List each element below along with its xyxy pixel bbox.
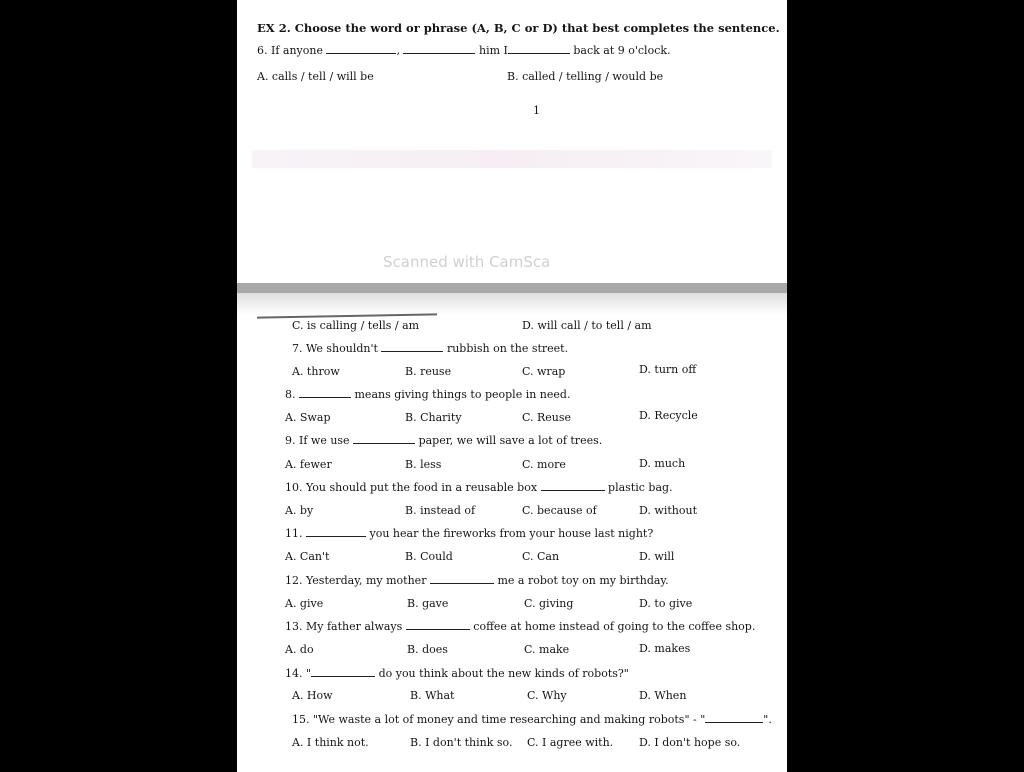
page-number: 1 [533, 104, 540, 117]
scanner-watermark: Scanned with CamSca [383, 253, 551, 271]
answer-blank [299, 388, 351, 398]
option-9b: B. less [405, 458, 442, 471]
option-10a: A. by [285, 504, 314, 517]
option-15c: C. I agree with. [527, 736, 614, 749]
option-6b: B. called / telling / would be [507, 70, 664, 83]
option-9c: C. more [522, 458, 566, 471]
option-10c: C. because of [522, 504, 597, 517]
question-10-stem: 10. You should put the food in a reusable box plastic bag. [285, 481, 673, 494]
scan-edge-shadow [237, 293, 787, 315]
answer-blank [406, 620, 470, 630]
option-8a: A. Swap [285, 411, 331, 424]
question-12-stem: 12. Yesterday, my mother me a robot toy on my birthday. [285, 574, 669, 587]
question-6-stem: 6. If anyone , him I back at 9 o'clock. [257, 44, 671, 57]
option-12d: D. to give [639, 597, 693, 610]
option-15a: A. I think not. [292, 736, 369, 749]
question-13-stem: 13. My father always coffee at home instead of going to the coffee shop. [285, 620, 756, 633]
option-14d: D. When [639, 689, 687, 702]
option-12a: A. give [285, 597, 324, 610]
answer-blank [306, 527, 366, 537]
option-10d: D. without [639, 504, 697, 517]
question-9-stem: 9. If we use paper, we will save a lot of trees. [285, 434, 603, 447]
option-12b: B. gave [407, 597, 449, 610]
option-12c: C. giving [524, 597, 574, 610]
scanned-page-bottom [237, 293, 787, 772]
option-8d: D. Recycle [639, 409, 698, 422]
option-9a: A. fewer [285, 458, 332, 471]
question-11-stem: 11. you hear the fireworks from your house last night? [285, 527, 654, 540]
answer-blank [326, 44, 396, 54]
option-8c: C. Reuse [522, 411, 572, 424]
option-6c: C. is calling / tells / am [292, 319, 420, 332]
answer-blank [403, 44, 475, 54]
answer-blank [311, 667, 375, 677]
option-11a: A. Can't [285, 550, 330, 563]
page-divider [237, 283, 787, 293]
question-14-stem: 14. " do you think about the new kinds of robots?" [285, 667, 629, 680]
option-13d: D. makes [639, 642, 691, 655]
question-8-stem: 8. means giving things to people in need. [285, 388, 571, 401]
option-11b: B. Could [405, 550, 453, 563]
option-6d: D. will call / to tell / am [522, 319, 652, 332]
option-7a: A. throw [292, 365, 340, 378]
option-7d: D. turn off [639, 363, 697, 376]
answer-blank [353, 434, 415, 444]
option-14b: B. What [410, 689, 455, 702]
option-7b: B. reuse [405, 365, 452, 378]
option-11d: D. will [639, 550, 675, 563]
option-6a: A. calls / tell / will be [257, 70, 374, 83]
option-8b: B. Charity [405, 411, 462, 424]
answer-blank [705, 713, 763, 723]
answer-blank [381, 342, 443, 352]
question-15-stem: 15. "We waste a lot of money and time researching and making robots" - " ". [292, 713, 772, 726]
exercise-title: EX 2. Choose the word or phrase (A, B, C or D) that best completes the sentence. [257, 21, 780, 35]
option-13b: B. does [407, 643, 448, 656]
scan-smudge [252, 150, 772, 168]
option-9d: D. much [639, 457, 686, 470]
option-11c: C. Can [522, 550, 560, 563]
option-10b: B. instead of [405, 504, 476, 517]
answer-blank [430, 574, 494, 584]
option-15d: D. I don't hope so. [639, 736, 741, 749]
option-15b: B. I don't think so. [410, 736, 513, 749]
answer-blank [541, 481, 605, 491]
option-14c: C. Why [527, 689, 567, 702]
option-13c: C. make [524, 643, 570, 656]
scanned-page-top [237, 0, 787, 283]
answer-blank [508, 44, 570, 54]
question-7-stem: 7. We shouldn't rubbish on the street. [292, 342, 569, 355]
option-7c: C. wrap [522, 365, 566, 378]
option-13a: A. do [285, 643, 314, 656]
option-14a: A. How [292, 689, 333, 702]
